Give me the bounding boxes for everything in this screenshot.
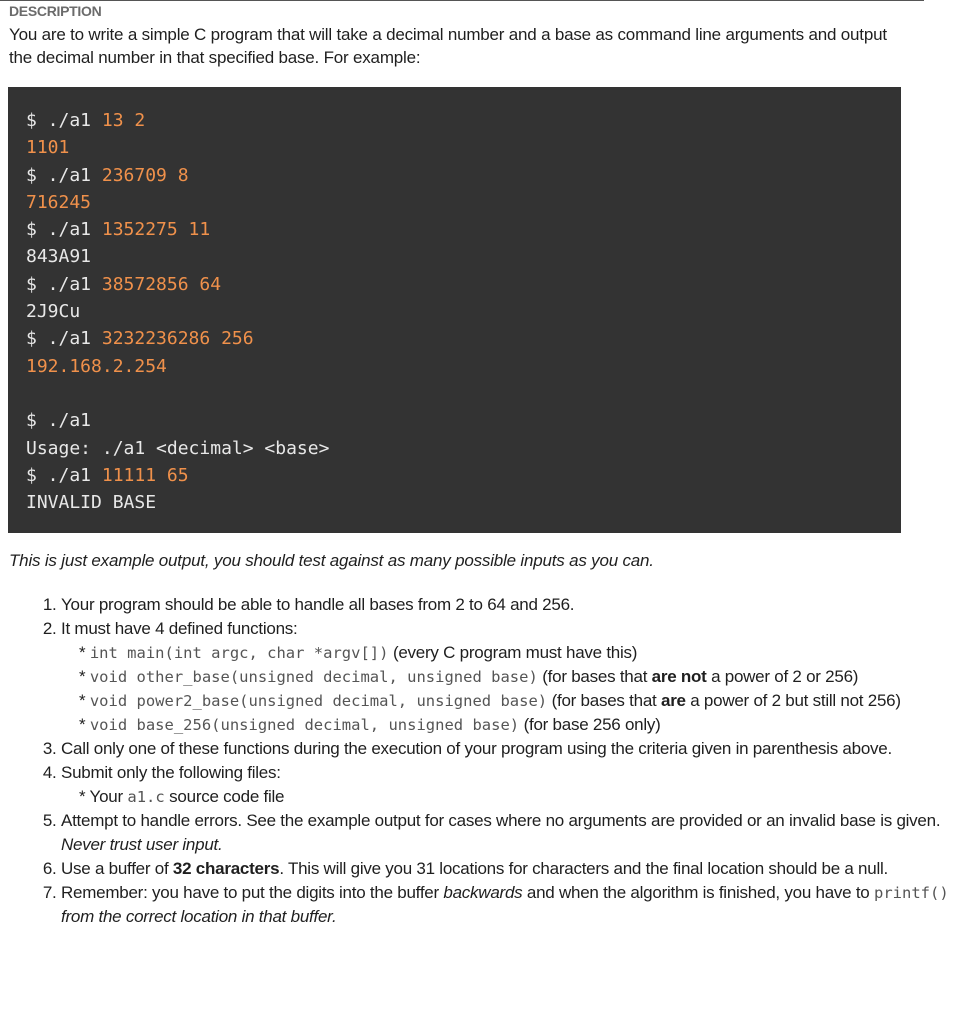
code-command-line: [26, 271, 883, 298]
section-label: DESCRIPTION: [9, 3, 102, 19]
function-other-base: * void other_base(unsigned decimal, unsigned base) (for bases that are not a power of 2 or 256): [79, 667, 859, 686]
requirement-6: 6. Use a buffer of 32 characters. This will give you 31 locations for characters and the final location should be a null.: [61, 857, 966, 881]
example-note: This is just example output, you should test against as many possible inputs as you can.: [9, 551, 654, 570]
intro-paragraph: You are to write a simple C program that will take a decimal number and a base as command line arguments and output the decimal number in that specified base. For example:: [9, 25, 887, 67]
command-args: 236709 8: [101, 164, 189, 186]
code-output-line: [26, 489, 883, 516]
code-output-line: [26, 353, 883, 380]
command-text: $ ./a1: [26, 328, 102, 350]
code-output-line: [26, 435, 883, 462]
top-divider: [0, 0, 924, 1]
function-base-256: * void base_256(unsigned decimal, unsigned base) (for base 256 only): [79, 715, 661, 734]
output-text: 716245: [26, 191, 92, 213]
code-command-line: [26, 216, 883, 243]
output-text: 843A91: [26, 246, 92, 268]
command-args: 38572856 64: [101, 273, 222, 295]
requirement-1: 1. Your program should be able to handle all bases from 2 to 64 and 256.: [61, 593, 966, 617]
requirement-4: 4. Submit only the following files: * Your a1.c source code file: [61, 761, 966, 809]
code-output-line: [26, 189, 883, 216]
code-output-line: [26, 298, 883, 325]
command-args: 13 2: [101, 110, 146, 131]
requirement-3: 3. Call only one of these functions during the execution of your program using the criteria given in parenthesis above.: [61, 737, 966, 761]
function-main: * int main(int argc, char *argv[]) (every C program must have this): [79, 643, 638, 662]
code-block: [8, 87, 901, 533]
requirement-7: 7. Remember: you have to put the digits into the buffer backwards and when the algorithm is finished, you have to printf() from the correct location in that buffer.: [61, 881, 966, 929]
output-text: 2J9Cu: [26, 301, 81, 323]
code-command-line: [26, 107, 883, 134]
command-text: $ ./a1: [26, 110, 102, 131]
code-command-line: [26, 162, 883, 189]
command-args: 3232236286 256: [101, 328, 254, 350]
output-text: 192.168.2.254: [26, 355, 167, 377]
function-power2-base: * void power2_base(unsigned decimal, unsigned base) (for bases that are a power of 2 but still not 256): [79, 691, 901, 710]
output-text: 1101: [26, 137, 70, 159]
command-text: $ ./a1: [26, 164, 102, 186]
output-text: Usage: ./a1 <decimal> <base>: [26, 437, 330, 459]
command-args: 1352275 11: [101, 219, 211, 241]
output-text: INVALID BASE: [26, 492, 157, 514]
requirements-list: [0, 593, 966, 929]
code-command-line: [26, 325, 883, 352]
command-text: $ ./a1: [26, 410, 92, 432]
code-output-line: [26, 243, 883, 270]
code-output-line: [26, 134, 883, 161]
code-command-line: [26, 462, 883, 489]
command-text: $ ./a1: [26, 273, 102, 295]
command-args: 11111 65: [101, 464, 189, 486]
command-text: $ ./a1: [26, 219, 102, 241]
code-blank-line: [26, 380, 883, 407]
code-command-line: [26, 407, 883, 434]
command-text: $ ./a1: [26, 464, 102, 486]
requirement-2: 2. It must have 4 defined functions: * int main(int argc, char *argv[]) (every C program must have this) * void other_base(unsigned decimal, unsigned base) (for bases that are not a power of 2 or 256) * void power2_base(unsigned decimal, unsigned base) (for bases that are a power of 2 but still not 256) * void base_256(unsigned decimal, unsigned base) (for base 256 only): [61, 617, 966, 737]
requirement-5: 5. Attempt to handle errors. See the example output for cases where no arguments are provided or an invalid base is given. Never trust user input.: [61, 809, 966, 857]
